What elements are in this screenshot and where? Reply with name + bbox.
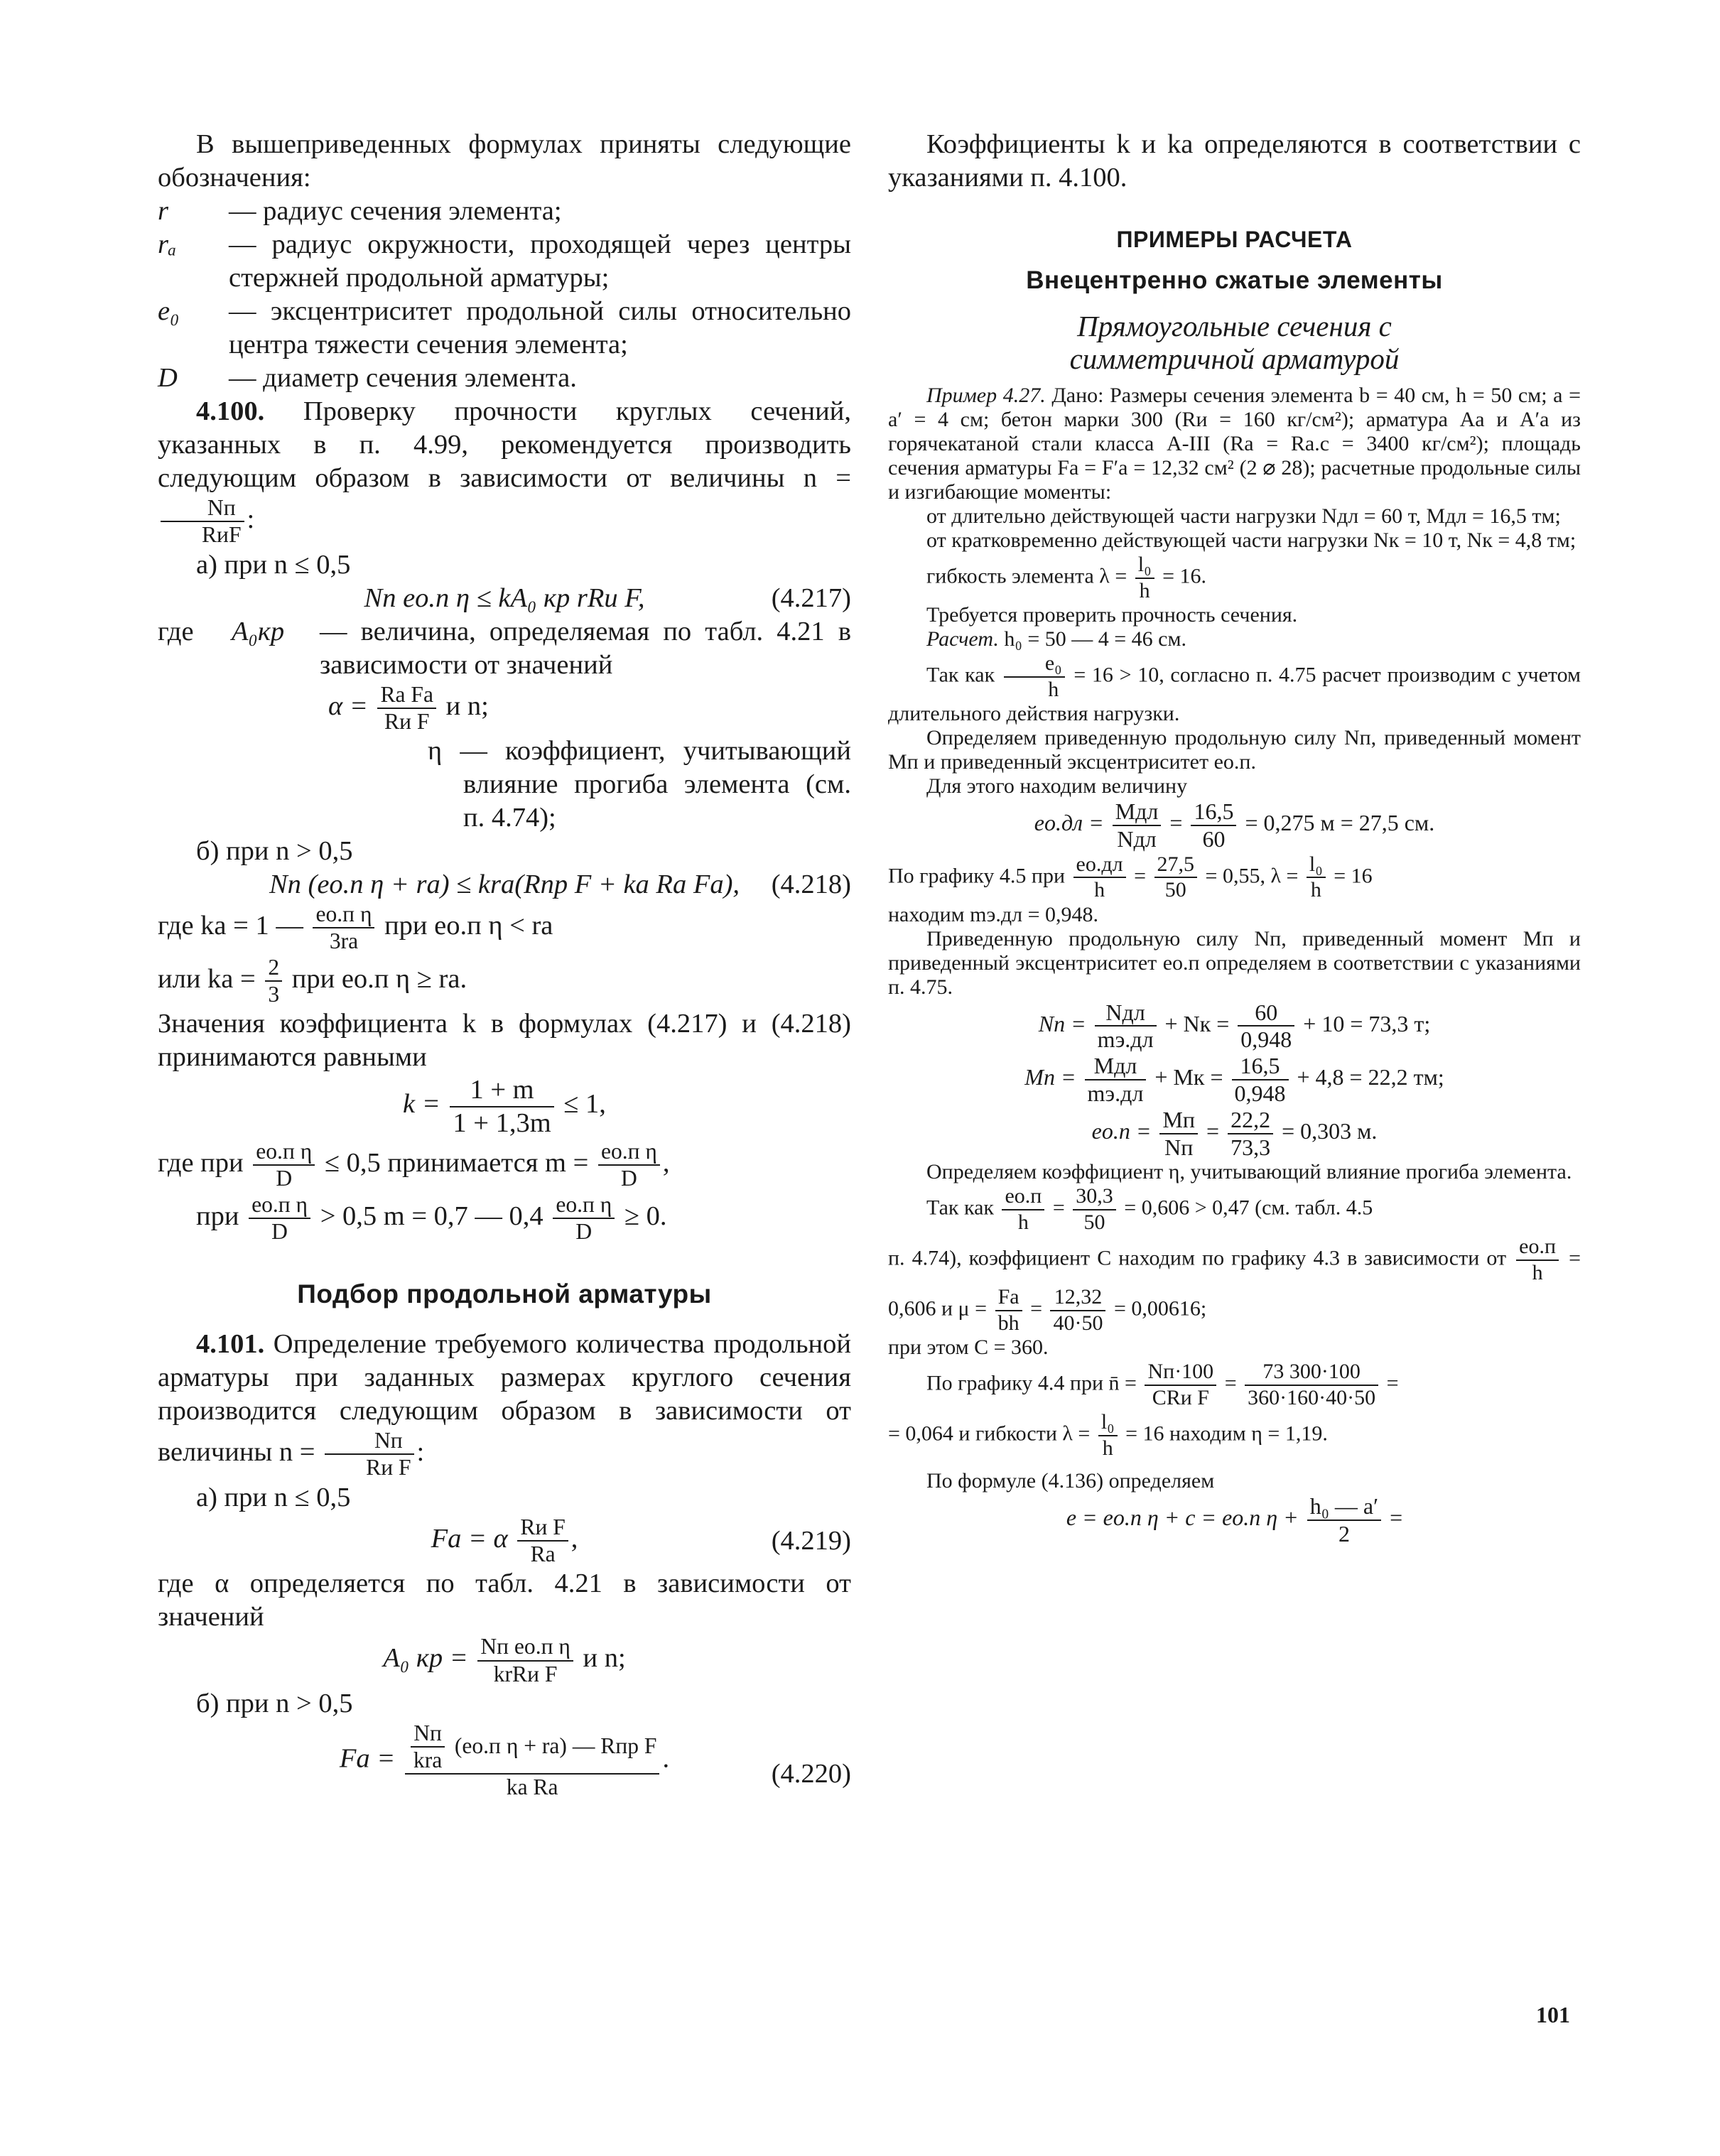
since-paragraph [888, 651, 1581, 726]
left-column [158, 128, 851, 1801]
section-heading-podbor: Подбор продольной арматуры [297, 1279, 712, 1309]
formula-4-218 [158, 868, 851, 901]
eta-since-line [888, 1184, 1581, 1235]
fraction-numerator [405, 1721, 660, 1775]
graph-4-4-continuation [888, 1410, 1581, 1461]
define-eta-paragraph: Определяем коэффициент η, учитывающий влияние прогиба элемента. [926, 1160, 1572, 1184]
eta-fraction [1002, 1184, 1044, 1235]
fraction-numerator: Mдл [1113, 798, 1162, 826]
formula-tail: и n; [445, 690, 489, 721]
coefficient-c-paragraph [888, 1235, 1581, 1336]
m1-fraction [253, 1139, 315, 1192]
subsection-heading: Прямоугольные сечения с симметричной арматурой [1069, 310, 1400, 375]
k-fraction [450, 1074, 553, 1139]
fraction-numerator: Fа [995, 1285, 1022, 1311]
ka-fraction [313, 901, 374, 955]
definition-d [158, 362, 851, 395]
c-fraction-2 [995, 1285, 1022, 1336]
formula-4-217 [158, 582, 851, 615]
define-paragraph-2: Приведенную продольную силу Nп, приведенный момент Mп и приведенный эксцентриситет eо.п определяем в соответствии с указаниями п. 4.75. [888, 926, 1581, 999]
c-fraction [1516, 1235, 1559, 1285]
formula-tail: , [570, 1523, 578, 1554]
fraction-denominator: mэ.дл [1087, 1080, 1144, 1106]
condition-prefix: при [196, 1201, 239, 1231]
definition-symbol: e₀ [158, 296, 180, 326]
fraction-denominator: h [1094, 878, 1105, 902]
fraction-denominator: 50 [1164, 878, 1186, 902]
formula-tail: + 10 = 73,3 т; [1303, 1010, 1431, 1036]
np-fraction [1095, 1000, 1157, 1053]
intro-paragraph: В вышеприведенных формулах приняты следующие обозначения: [158, 129, 851, 193]
formula-ref-line: По формуле (4.136) определяем [926, 1469, 1215, 1493]
k-formula [158, 1074, 851, 1139]
found-m-line: находим mэ.дл = 0,948. [888, 902, 1099, 926]
k-paragraph: Значения коэффициента k в формулах (4.217) и (4.218) принимаются равными [158, 1009, 851, 1073]
e-fraction [1307, 1493, 1381, 1547]
m2-fraction-2 [553, 1192, 615, 1245]
fraction-denominator: 40·50 [1053, 1311, 1103, 1335]
fraction-numerator: 16,5 [1191, 798, 1236, 826]
fraction-numerator: 12,32 [1050, 1285, 1105, 1311]
formula-lhs: k = [403, 1089, 440, 1120]
requirement-line: Требуется проверить прочность сечения. [926, 603, 1298, 627]
ka-formula-1 [158, 901, 851, 955]
m1-fraction-2 [598, 1139, 660, 1192]
formula-tail: при eо.п η < rа [384, 911, 553, 941]
paragraph-4-100: 4.100. Проверку прочности круглых сечений, указанных в п. 4.99, рекомендуется производить следующим образом в зависимости от величины n = $\frac{Nп}{\text{RиF}}$ : [158, 396, 851, 548]
line-prefix: гибкость элемента λ = [926, 564, 1127, 588]
formula-lhs: где kа = 1 — [158, 911, 303, 941]
mp-fraction-2 [1232, 1053, 1289, 1107]
formula-lhs: Nп = [1038, 1010, 1086, 1036]
line-tail: = 0,606 > 0,47 (см. табл. 4.5 [1124, 1196, 1373, 1220]
fraction-numerator: eо.п η [553, 1192, 615, 1219]
edl-fraction-2 [1191, 798, 1236, 852]
formula-lhs: Mп = [1024, 1064, 1076, 1090]
fraction-denominator: 1 + 1,3m [453, 1107, 551, 1138]
paragraph-text: Определение требуемого количества продольной арматуры при заданных размерах круглого сечения производится следующим образом в зависимости от величины n = [158, 1329, 852, 1468]
fraction-denominator: h [1102, 1436, 1113, 1460]
graph-fraction-2 [1154, 852, 1198, 903]
fraction-denominator: krа [413, 1748, 443, 1773]
equals-sign: = [1052, 1196, 1065, 1220]
numerator-tail: (eо.п η + rа) — Rпр F [454, 1733, 657, 1758]
formula-tail: ≤ 1, [563, 1089, 606, 1120]
fraction-numerator: Nп [161, 495, 244, 522]
line-tail: = 16. [1162, 564, 1206, 588]
formula-expression: Nп (eо.п η + rа) ≤ krа(Rпр F + kа Rа Fа), [269, 870, 740, 900]
since-fraction [1004, 651, 1065, 702]
line-tail: = [1386, 1371, 1399, 1395]
np-fraction-2 [1238, 1000, 1294, 1053]
coefficients-paragraph: Коэффициенты k и kа определяются в соответствии с указаниями п. 4.100. [888, 129, 1581, 193]
definition-text: — величина, определяемая по табл. 4.21 в зависимости от значений [320, 616, 851, 680]
definition-text: — радиус сечения элемента; [229, 196, 562, 226]
eta-fraction-2 [1073, 1184, 1116, 1235]
fraction-numerator: eо.п [1516, 1235, 1559, 1261]
line-tail: = 0,00616; [1113, 1296, 1207, 1321]
formula-tail: . [662, 1743, 670, 1774]
definition-text: — диаметр сечения элемента. [229, 363, 577, 393]
formula-lhs: или kа = [158, 963, 256, 994]
case-a-label: а) при n ≤ 0,5 [196, 549, 351, 580]
ka2-fraction [265, 955, 282, 1008]
f4219-fraction [517, 1515, 568, 1568]
mp-fraction [1085, 1053, 1147, 1107]
eta-definition: η — коэффициент, учитывающий влияние прогиба элемента (см. п. 4.74); [428, 736, 851, 833]
fraction-numerator: Rи F [517, 1515, 568, 1542]
fraction-numerator: l₀ [1307, 852, 1326, 879]
line-prefix: Так как [926, 1196, 994, 1220]
c-result-line: при этом C = 360. [888, 1336, 1049, 1360]
formula-middle: + Mк = [1154, 1064, 1223, 1090]
define-paragraph-1: Определяем приведенную продольную силу Nп, приведенный момент Mп и приведенный эксцентриситет eо.п. [888, 726, 1581, 774]
formula-number: (4.220) [771, 1758, 851, 1789]
fraction-denominator: 3 [268, 982, 280, 1007]
formula-lhs: A₀ кр = [383, 1643, 468, 1674]
fraction-numerator: 16,5 [1232, 1053, 1289, 1080]
m-condition-1 [158, 1139, 851, 1192]
n-fraction [161, 495, 244, 548]
a0kr-fraction [477, 1634, 573, 1687]
f4220-inner-fraction [411, 1721, 445, 1774]
fraction-numerator: Mп [1159, 1107, 1198, 1134]
fraction-denominator: D [271, 1218, 288, 1244]
fraction-numerator: 60 [1238, 1000, 1294, 1027]
fraction-denominator: 3rа [329, 928, 359, 954]
load-long-paragraph: от длительно действующей части нагрузки Nдл = 60 т, Mдл = 16,5 тм; [926, 504, 1561, 528]
graph-fraction [1073, 852, 1126, 903]
paragraph-4-101: 4.101. Определение требуемого количества продольной арматуры при заданных размерах круглого сечения производится следующим образом в зависимости от величины n = $\frac{Nп}{\text{Rи F}}$ : [158, 1329, 852, 1480]
fraction-denominator: bh [997, 1311, 1019, 1335]
where-word: где [158, 616, 194, 646]
formula-tail: + 4,8 = 22,2 тм; [1297, 1064, 1444, 1090]
fraction-denominator: h [1532, 1260, 1543, 1284]
fraction-numerator: eо.п η [313, 901, 374, 928]
condition-prefix: где при [158, 1148, 244, 1179]
fraction-numerator: Mдл [1085, 1053, 1147, 1080]
for-this-line: Для этого находим величину [926, 774, 1188, 798]
e-dl-formula [888, 798, 1581, 852]
fraction-numerator: 1 + m [450, 1074, 553, 1107]
fraction-denominator: 50 [1083, 1210, 1105, 1234]
fraction-denominator: D [621, 1166, 637, 1191]
ka-formula-2 [158, 955, 851, 1008]
fraction-denominator: Nдл [1117, 825, 1157, 852]
equals-sign: = [1134, 863, 1147, 887]
line-tail: = 16 > 10, согласно п. 4.75 расчет производим с учетом длительного действия нагрузки. [888, 663, 1581, 725]
formula-number: (4.217) [771, 583, 851, 613]
formula-lhs: eо.п = [1091, 1117, 1152, 1144]
fraction-denominator: Rа [530, 1541, 556, 1566]
condition-tail: , [662, 1148, 670, 1179]
fraction-numerator: eо.п η [249, 1192, 310, 1219]
fraction-denominator: 0,948 [1234, 1080, 1286, 1106]
fraction-numerator: 2 [265, 955, 282, 982]
edl-fraction [1113, 798, 1162, 852]
condition-middle: ≤ 0,5 принимается m = [324, 1148, 589, 1179]
case-b2-label: б) при n > 0,5 [196, 1688, 353, 1718]
definition-a0kr [158, 615, 851, 682]
fraction-denominator: h [1310, 878, 1321, 902]
definition-symbol: r [158, 196, 168, 226]
formula-number: (4.219) [771, 1525, 851, 1556]
formula-tail: = [1390, 1505, 1403, 1531]
fraction-numerator: l₀ [1135, 553, 1154, 579]
fraction-denominator: kа Rа [506, 1775, 558, 1800]
definition-symbol: A₀кр [232, 616, 285, 646]
line-prefix: Так как [926, 663, 995, 687]
graph-4-4-line [888, 1360, 1581, 1410]
line-prefix: По графику 4.5 при [888, 863, 1066, 887]
formula-lhs: Fа = α [431, 1523, 508, 1554]
line-middle: = 0,55, λ = [1205, 863, 1299, 887]
line-tail: = 16 находим η = 1,19. [1125, 1421, 1328, 1446]
fraction-denominator: krRи F [493, 1661, 558, 1686]
page-number: 101 [1536, 2002, 1570, 2027]
formula-lhs: Fа = [339, 1743, 396, 1774]
fraction-denominator: h [1048, 677, 1059, 701]
example-label: Пример 4.27. [926, 384, 1046, 407]
fraction-denominator: 360·160·40·50 [1248, 1385, 1376, 1409]
c-fraction-3 [1050, 1285, 1105, 1336]
paragraph-text: Проверку прочности круглых сечений, указанных в п. 4.99, рекомендуется производить следующим образом в зависимости от величины n = [158, 396, 851, 493]
fraction-denominator: h [1139, 578, 1150, 602]
condition-tail: ≥ 0. [624, 1201, 667, 1231]
fraction-denominator: D [276, 1166, 293, 1191]
fraction-numerator: eо.п [1002, 1184, 1044, 1210]
definition-r [158, 195, 851, 228]
m-condition-2 [158, 1192, 851, 1245]
alpha-formula [158, 682, 851, 735]
line-prefix: п. 4.74), коэффициент C находим по графику 4.3 в зависимости от [888, 1246, 1507, 1270]
eop-fraction [1159, 1107, 1198, 1161]
equals-sign: = [1169, 810, 1183, 836]
e-formula [888, 1493, 1581, 1547]
fraction-numerator: e₀ [1004, 651, 1065, 678]
definition-e0 [158, 295, 851, 362]
eop-fraction-2 [1228, 1107, 1273, 1161]
formula-tail: и n; [583, 1643, 626, 1674]
alpha-paragraph: где α определяется по табл. 4.21 в зависимости от значений [158, 1569, 851, 1632]
mp-formula [888, 1053, 1581, 1107]
equals-sign: = [1206, 1117, 1220, 1144]
formula-4-220 [158, 1721, 851, 1801]
fraction-numerator: Nп [325, 1428, 413, 1455]
fraction-denominator: D [575, 1218, 593, 1244]
definition-symbol: D [158, 363, 178, 393]
definition-text: — радиус окружности, проходящей через центры стержней продольной арматуры; [229, 229, 851, 293]
n2-fraction [325, 1428, 413, 1481]
definition-symbol: rₐ [158, 229, 177, 259]
formula-lhs: α = [328, 690, 368, 721]
formula-lhs: e = eо.п η + c = eо.п η + [1066, 1505, 1299, 1531]
eop-formula [888, 1107, 1581, 1161]
graph-4-5-line [888, 852, 1581, 903]
fraction-numerator: 30,3 [1073, 1184, 1116, 1210]
load-short-paragraph: от кратковременно действующей части нагрузки Nк = 10 т, Nк = 4,8 тм; [926, 529, 1576, 552]
line-prefix: = 0,064 и гибкости λ = [888, 1421, 1091, 1446]
formula-middle: + Nк = [1164, 1010, 1230, 1036]
graph-fraction-3 [1307, 852, 1326, 903]
example-text: Дано: Размеры сечения элемента b = 40 см, h = 50 см; a = a′ = 4 см; бетон марки 300 (Rи = 160 кг/см²); арматура Aа и A′а из горячекатаной стали класса А-III (Rа = Rа.с = 3400 кг/см²); площадь сечения арматуры Fа = F′а = 12,32 см² (2 ⌀ 28); расчетные продольные силы и изгибающие моменты: [888, 384, 1581, 504]
definition-text: — эксцентриситет продольной силы относительно центра тяжести сечения элемента; [229, 296, 851, 359]
fraction-denominator: RиF [202, 522, 242, 548]
formula-tail: = 0,275 м = 27,5 см. [1245, 810, 1435, 836]
flexibility-line [888, 553, 1581, 603]
fraction-denominator: 60 [1202, 825, 1226, 852]
formula-tail: при eо.п η ≥ rа. [291, 963, 467, 994]
fraction-numerator: Nп·100 [1145, 1360, 1216, 1386]
formula-4-219 [158, 1515, 851, 1568]
fraction-numerator: Nп eо.п η [477, 1634, 573, 1661]
equals-sign: = [1224, 1371, 1237, 1395]
section-heading-examples: ПРИМЕРЫ РАСЧЕТА [1116, 227, 1353, 252]
case-b-label: б) при n > 0,5 [196, 836, 353, 867]
fraction-numerator: eо.п η [253, 1139, 315, 1166]
fraction-denominator: mэ.дл [1097, 1026, 1154, 1053]
fraction-numerator: h₀ — a′ [1307, 1493, 1381, 1521]
calc-line [888, 627, 1581, 651]
fraction-denominator: Rи F [384, 708, 430, 734]
right-column [888, 128, 1581, 1547]
f4220-fraction [405, 1721, 660, 1801]
definition-ra [158, 228, 851, 295]
paragraph-number: 4.100. [196, 396, 265, 426]
example-paragraph [888, 384, 1581, 504]
calc-text: h₀ = 50 — 4 = 46 см. [1004, 627, 1186, 651]
m2-fraction [249, 1192, 310, 1245]
g44-fraction [1145, 1360, 1216, 1410]
formula-number: (4.218) [771, 870, 851, 900]
fraction-numerator: eо.п η [598, 1139, 660, 1166]
fraction-numerator: l₀ [1098, 1410, 1118, 1436]
fraction-denominator: Rи F [366, 1455, 411, 1480]
fraction-numerator: Nдл [1095, 1000, 1157, 1027]
fraction-numerator: 22,2 [1228, 1107, 1273, 1134]
section-heading-vnecentr: Внецентренно сжатые элементы [1026, 266, 1443, 294]
formula-tail: = 0,303 м. [1282, 1117, 1378, 1144]
flex-fraction [1135, 553, 1154, 603]
fraction-numerator: eо.дл [1073, 852, 1126, 879]
condition-middle: > 0,5 m = 0,7 — 0,4 [320, 1201, 543, 1231]
fraction-numerator: 27,5 [1154, 852, 1198, 879]
fraction-denominator: Nп [1164, 1134, 1194, 1160]
calc-label: Расчет. [926, 627, 999, 651]
equals-sign: = [1030, 1296, 1042, 1321]
case-a2-label: а) при n ≤ 0,5 [196, 1482, 351, 1512]
fraction-denominator: CRи F [1152, 1385, 1209, 1409]
paragraph-number: 4.101. [196, 1329, 265, 1360]
formula-lhs: eо.дл = [1034, 810, 1104, 836]
fraction-numerator: Rа Fа [377, 682, 436, 709]
g44-cont-fraction [1098, 1410, 1118, 1461]
fraction-denominator: h [1017, 1210, 1029, 1234]
fraction-numerator: Nп [411, 1721, 445, 1748]
line-middle: = 0,606 и μ = [888, 1246, 1581, 1321]
alpha-fraction [377, 682, 436, 735]
fraction-denominator: 73,3 [1230, 1134, 1271, 1160]
np-formula [888, 1000, 1581, 1053]
line-tail: = 16 [1334, 863, 1373, 887]
g44-fraction-2 [1245, 1360, 1378, 1410]
line-prefix: По графику 4.4 при n̄ = [926, 1371, 1137, 1395]
fraction-numerator: 73 300·100 [1245, 1360, 1378, 1386]
a0kr-formula [158, 1634, 851, 1687]
formula-expression: Nп eо.п η ≤ kA₀ кр rRи F, [364, 583, 645, 613]
fraction-denominator: 0,948 [1240, 1026, 1292, 1053]
fraction-denominator: 2 [1338, 1521, 1350, 1547]
